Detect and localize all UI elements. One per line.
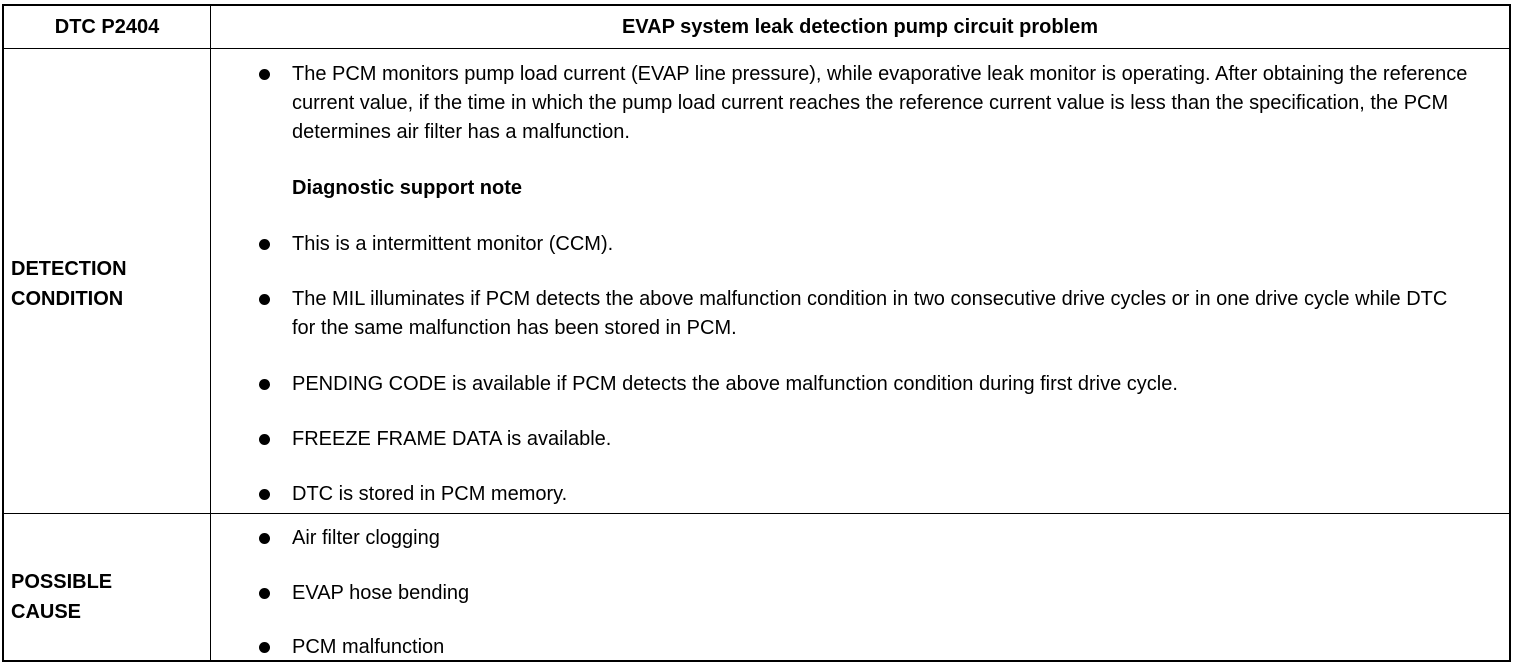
detection-condition-row [4,49,1509,514]
table-header-row [4,6,1509,49]
dtc-title-cell: EVAP system leak detection pump circuit problem [621,15,1099,38]
bullet-icon [259,533,270,544]
detection-condition-label [11,254,127,314]
possible-cause-label [11,567,112,627]
list-item [259,480,1469,509]
detection-condition-label-cell [4,49,211,513]
detection-label-line2: CONDITION [11,288,124,310]
dtc-code-cell: DTC P2404 [4,6,211,48]
possible-cause-label-cell [4,514,211,660]
list-item [259,60,1469,147]
cause-label-line1: POSSIBLE [11,571,113,593]
list-item-text: FREEZE FRAME DATA is available. [292,428,612,450]
list-item-text: The MIL illuminates if PCM detects the above malfunction condition in two consecutive drive cycles or in one drive cycle while DTC for the same malfunction has been stored in PCM. [292,288,1448,339]
list-item-text: The PCM monitors pump load current (EVAP line pressure), while evaporative leak monitor is operating. After obtaining the reference current value, if the time in which the pump load current reaches the reference current value is less than the specification, the PCM determines air filter has a malfunction. [292,63,1468,143]
list-item-text: PENDING CODE is available if PCM detects the above malfunction condition during first drive cycle. [292,373,1178,395]
bullet-icon [259,642,270,653]
bullet-icon [259,379,270,390]
bullet-icon [259,294,270,305]
bullet-icon [259,588,270,599]
detection-condition-content [211,49,1509,513]
list-item [259,425,1469,454]
list-item [259,230,1469,259]
possible-cause-row [4,514,1509,660]
detection-label-line1: DETECTION [11,258,127,280]
list-item [259,524,1469,553]
bullet-icon [259,489,270,500]
bullet-icon [259,69,270,80]
possible-cause-content [211,514,1509,660]
list-item [259,633,1469,662]
list-item-text: DTC is stored in PCM memory. [292,483,568,505]
list-item-text: EVAP hose bending [292,582,470,604]
list-item-text: PCM malfunction [292,636,445,658]
dtc-table [2,4,1511,662]
diagnostic-note-heading: Diagnostic support note [292,177,522,199]
list-item [259,370,1469,399]
list-item-text: Air filter clogging [292,527,440,549]
list-item [259,579,1469,608]
list-item-text: This is a intermittent monitor (CCM). [292,233,614,255]
cause-label-line2: CAUSE [11,601,82,623]
bullet-icon [259,434,270,445]
bullet-icon [259,239,270,250]
list-item [259,285,1469,343]
